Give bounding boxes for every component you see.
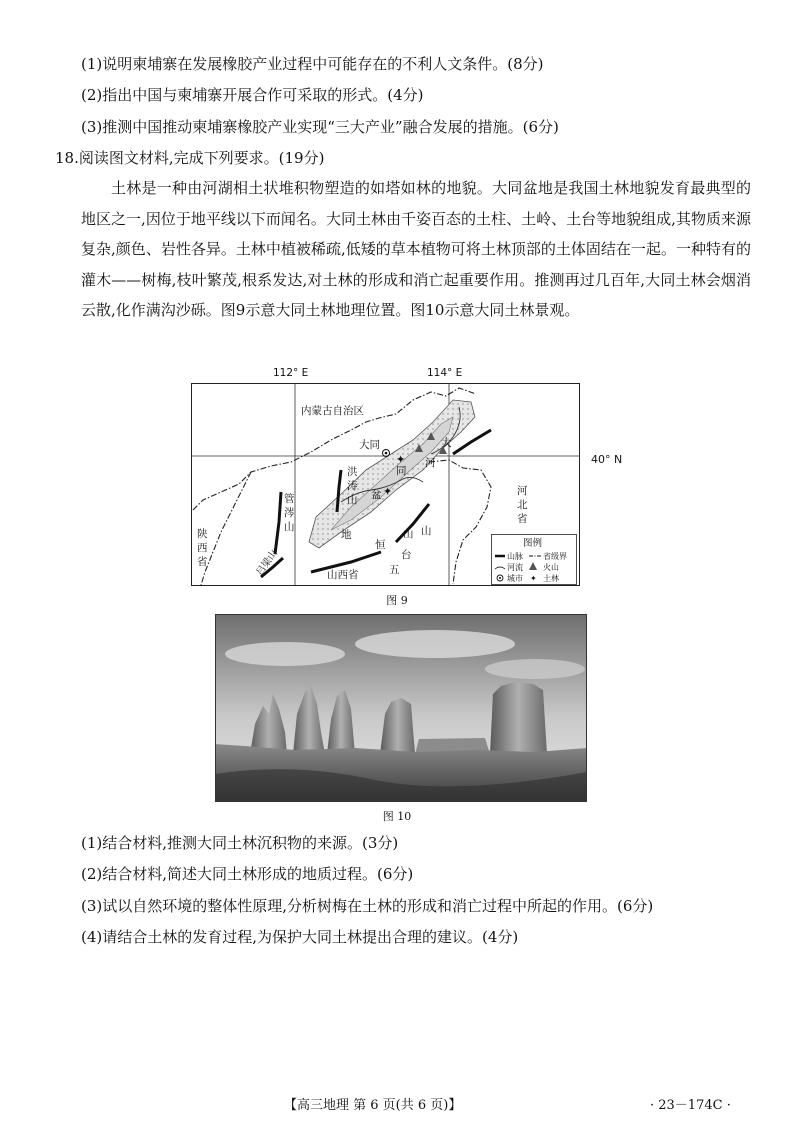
label-hongtao-1: 洪 [347,466,358,478]
cloud [225,642,345,666]
label-tai: 台 [401,549,412,561]
label-shanxi: 山西省 [327,569,359,581]
cloud [485,659,585,679]
legend-item-city: 城市 [507,574,523,583]
tulin-marker-1: ✦ [396,453,406,466]
label-pen: 盆 [371,489,382,501]
label-heng: 恒 [375,539,386,551]
label-luya-3: 山 [284,521,295,533]
q17-item-1: (1)说明柬埔寨在发展橡胶产业过程中可能存在的不利人文条件。(8分) [81,55,544,73]
figure10-caption: 图 10 [382,810,412,823]
label-hebei-2: 北 [517,499,528,511]
lat-label-40: 40° N [591,453,623,466]
label-hebei-3: 省 [517,513,528,525]
q18-paragraph: 土林是一种由河湖相土状堆积物塑造的如塔如林的地貌。大同盆地是我国土林地貌发育最典型的地区之一,因位于地平线以下而闻名。大同土林由千姿百态的土柱、土岭、土台等地貌组成,其物质来源复杂,颜色、岩性各异。土林中植被稀疏,低矮的草本植物可将土林顶部的土体固结在一起。一种特有的灌木——树梅,枝叶繁茂,根系发达,对土林的形成和消亡起重要作用。推测再过几百年,大同土林会烟消云散,化作满沟沙砾。图9示意大同土林地理位置。图10示意大同土林景观。 [81,179,751,319]
q18-question-2: (2)结合材料,简述大同土林形成的地质过程。(6分) [81,865,414,883]
lon-label-112: 112° E [273,367,309,379]
legend-item-river: 河流 [507,563,523,572]
label-hongtao-2: 涛 [347,480,358,492]
q17-item-3: (3)推测中国推动柬埔寨橡胶产业实现“三大产业”融合发展的措施。(6分) [81,118,559,136]
earth-tower [490,682,547,754]
label-shaanxi-1: 陕 [197,528,208,540]
label-di: 地 [341,529,352,541]
label-luya-1: 管 [284,493,295,505]
footer-page-info: 【高三地理 第 6 页(共 6 页)】 [284,1098,462,1113]
label-shaanxi-3: 省 [197,556,208,568]
label-datong: 大同 [359,439,380,451]
legend-item-volcano: 火山 [543,563,559,572]
lon-label-114: 114° E [427,367,463,379]
figure10-photo [215,614,587,802]
cloud [355,630,515,658]
figure9-map [191,362,581,586]
label-he: 河 [425,457,436,469]
label-shaanxi-2: 西 [197,542,208,554]
q18-question-1: (1)结合材料,推测大同土林沉积物的来源。(3分) [81,834,399,852]
q18-question-4: (4)请结合土林的发育过程,为保护大同土林提出合理的建议。(4分) [81,928,519,946]
label-hongtao-3: 山 [347,494,358,506]
legend-item-boundary: 省级界 [543,552,567,561]
label-shan-heng: 山 [421,525,432,537]
legend-tulin-symbol: ✦ [530,574,537,583]
tulin-marker-2: ✦ [383,485,393,498]
q18-header: 18.阅读图文材料,完成下列要求。(19分) [55,149,325,167]
label-inner-mongolia: 内蒙古自治区 [301,405,364,417]
label-tong: 同 [396,465,407,477]
q17-item-2: (2)指出中国与柬埔寨开展合作可采取的形式。(4分) [81,86,424,104]
legend-item-mountain: 山脉 [507,552,523,561]
label-wu: 五 [389,564,400,576]
label-lvliang: 吕梁山 [254,548,280,578]
legend-item-tulin: 土林 [543,574,559,583]
footer-code: · 23－174C · [650,1098,731,1113]
label-hebei-1: 河 [517,485,528,497]
figure9-caption: 图 9 [386,594,408,607]
label-shan-tai: 山 [403,528,414,540]
label-luya-2: 涔 [284,507,295,519]
figure9-legend [492,535,577,585]
q18-question-3: (3)试以自然环境的整体性原理,分析树梅在土林的形成和消亡过程中所起的作用。(6分) [81,897,654,915]
legend-title: 图例 [523,538,543,549]
label-da: 大 [441,437,452,449]
